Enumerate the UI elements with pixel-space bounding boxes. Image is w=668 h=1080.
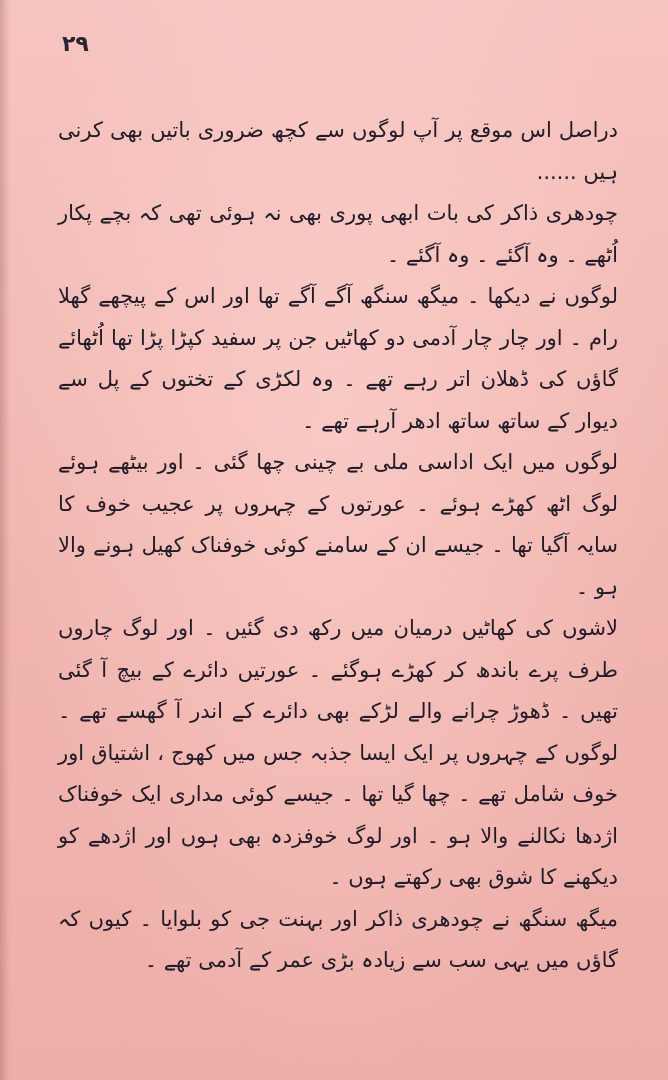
page-number: ۲۹ (62, 32, 89, 57)
paragraph: لوگوں نے دیکھا ۔ میگھ سنگھ آگے آگے تھا اور اس کے پیچھے گھلا رام ۔ اور چار چار آدمی دو کھاٹیں جن پر سفید کپڑا پڑا تھا اُٹھائے گاؤں کی ڈھلان اتر رہے تھے ۔ وہ لکڑی کے تختوں کے پل سے دیوار کے ساتھ ساتھ ادھر آرہے تھے ۔ (58, 284, 618, 433)
paragraph: لوگوں میں ایک اداسی ملی بے چینی چھا گئی ۔ اور بیٹھے ہوئے لوگ اٹھ کھڑے ہوئے ۔ عورتوں کے چہروں پر عجیب خوف کا سایہ آگیا تھا ۔ جیسے ان کے سامنے کوئی خوفناک کھیل ہونے والا ہو ۔ (58, 450, 618, 599)
page-edge-shadow (0, 0, 10, 1080)
paragraph: چودھری ذاکر کی بات ابھی پوری بھی نہ ہوئی تھی کہ بچے پکار اُٹھے ۔ وہ آگئے ۔ وہ آگئے ۔ (58, 201, 618, 267)
paragraph: دراصل اس موقع پر آپ لوگوں سے کچھ ضروری باتیں بھی کرنی ہیں ...... (58, 118, 618, 184)
paragraph: میگھ سنگھ نے چودھری ذاکر اور بہنت جی کو بلوایا ۔ کیوں کہ گاؤں میں یہی سب سے زیادہ بڑی عمر کے آدمی تھے ۔ (58, 906, 618, 972)
paragraph: لاشوں کی کھاٹیں درمیان میں رکھ دی گئیں ۔ اور لوگ چاروں طرف پرے باندھ کر کھڑے ہوگئے ۔ عورتیں دائرے کے بیچ آ گئی تھیں ۔ ڈھوڑ چرانے والے لڑکے بھی دائرے کے اندر آ گھسے تھے ۔ لوگوں کے چہروں پر ایک ایسا جذبہ جس میں کھوج ، اشتیاق اور خوف شامل تھے ۔ چھا گیا تھا ۔ جیسے کوئی مداری ایک خوفناک اژدھا نکالنے والا ہو ۔ اور لوگ خوفزدہ بھی ہوں اور اژدھے کو دیکھنے کا شوق بھی رکھتے ہوں ۔ (58, 616, 618, 889)
body-text (58, 110, 618, 982)
